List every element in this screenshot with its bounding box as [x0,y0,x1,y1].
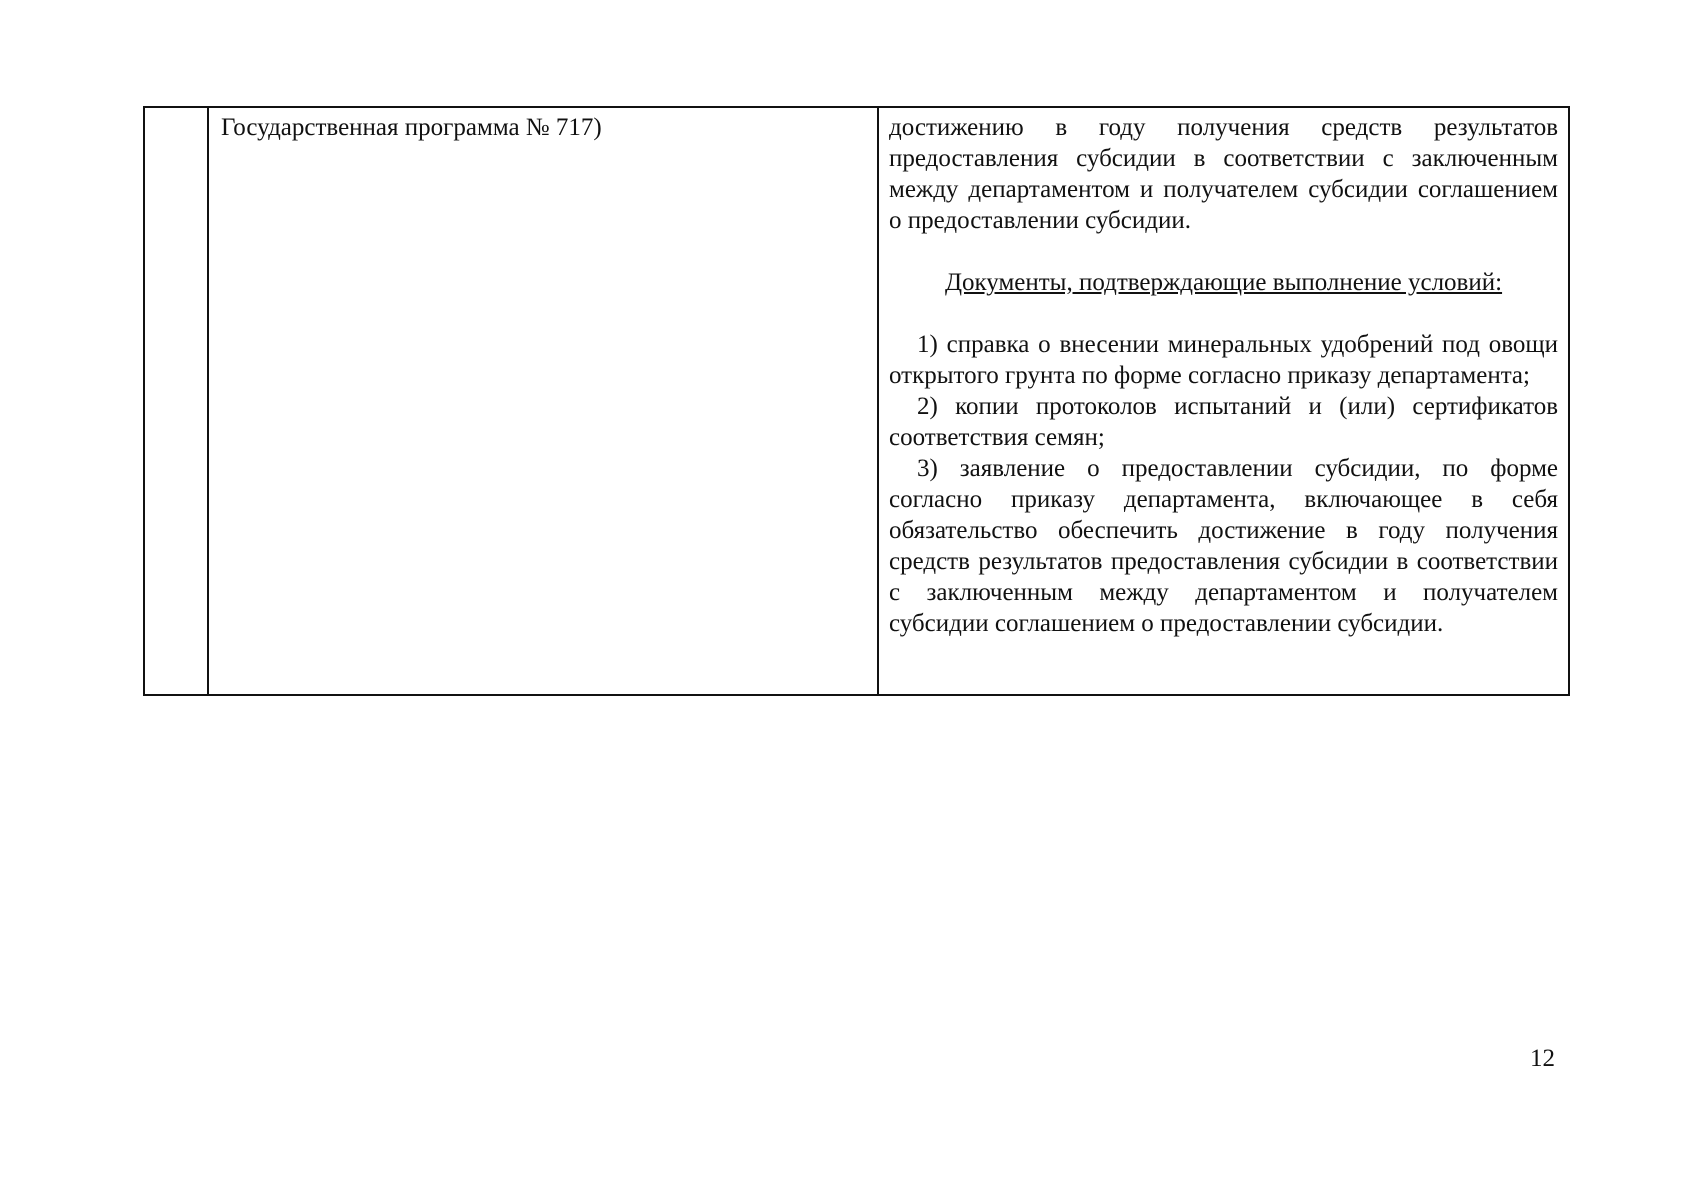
documents-heading: Документы, подтверждающие выполнение условий: [944,269,1503,296]
conditions-intro: достижению в году получения средств результатов предоставления субсидии в соответствии с заключенным между департаментом и получателем субсидии соглашением о предоставлении субсидии. [889,114,1558,234]
conditions-cell [878,107,1569,695]
program-text: Государственная программа № 717) [221,114,602,141]
program-cell [208,107,878,695]
document-item-2: 2) копии протоколов испытаний и (или) сертификатов соответствия семян; [889,393,1558,451]
conditions-table [143,106,1570,696]
table-row [144,107,1569,695]
row-number-cell [144,107,208,695]
document-item-1: 1) справка о внесении минеральных удобрений под овощи открытого грунта по форме согласно приказу департамента; [889,331,1558,389]
document-item-3: 3) заявление о предоставлении субсидии, по форме согласно приказу департамента, включающее в себя обязательство обеспечить достижение в году получения средств результатов предоставления субсидии в соответствии с заключенным между департаментом и получателем субсидии соглашением о предоставлении субсидии. [889,455,1558,637]
page-number: 12 [1530,1045,1555,1072]
